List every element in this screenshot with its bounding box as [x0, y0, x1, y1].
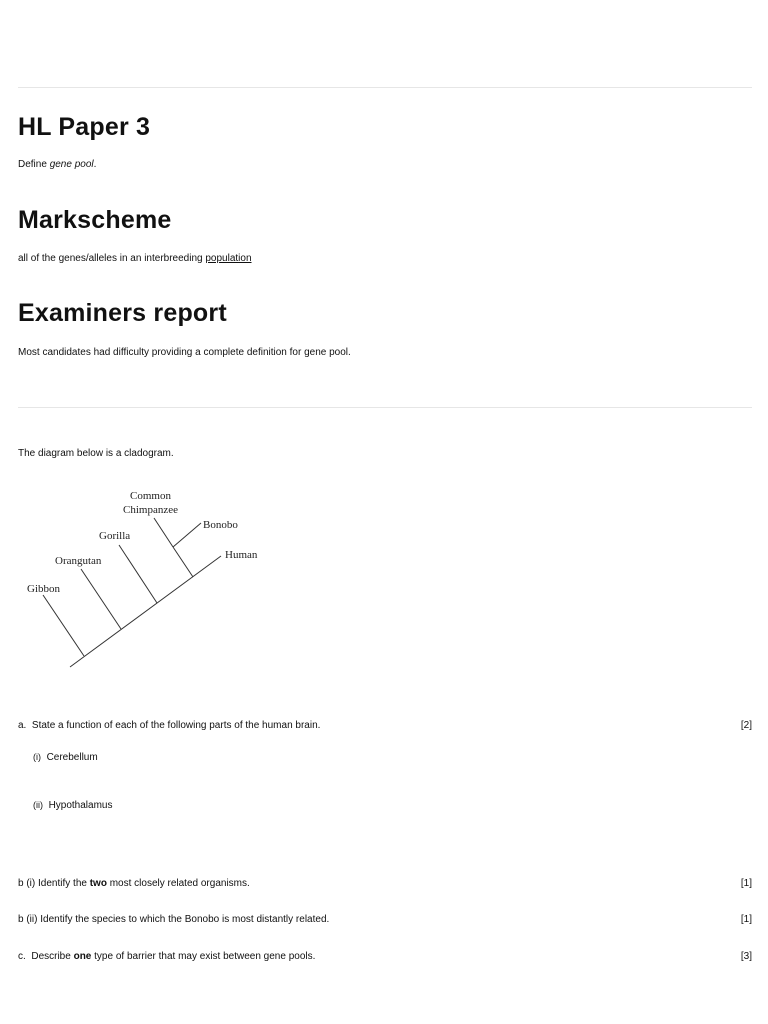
- markscheme-text: [18, 253, 252, 265]
- question-b-ii-text: Identify the species to which the Bonobo is most distantly related.: [40, 914, 330, 925]
- question-b-i-marks: [1]: [740, 878, 752, 889]
- question-b-i-letter: b (i): [18, 878, 36, 889]
- sub-ii-text: Hypothalamus: [48, 800, 113, 811]
- page-title: HL Paper 3: [18, 113, 151, 141]
- label-bonobo: Bonobo: [203, 519, 238, 531]
- branch-bonobo: [173, 523, 201, 547]
- cladogram-main-axis: [70, 556, 221, 667]
- sub-i-label: (i): [33, 752, 41, 762]
- label-common: Common: [130, 490, 171, 502]
- branch-chimp-bonobo-stem: [173, 547, 193, 577]
- question-b-ii: [18, 914, 329, 926]
- question-b-i-text: Identify the: [38, 878, 90, 889]
- question-a-marks: [2]: [740, 720, 752, 731]
- branch-gibbon: [43, 595, 84, 656]
- cladogram-intro: The diagram below is a cladogram.: [18, 448, 174, 459]
- question-c-bold: one: [73, 951, 92, 962]
- branch-gorilla: [119, 545, 157, 603]
- examiners-report-heading: Examiners report: [18, 299, 227, 327]
- label-chimpanzee: Chimpanzee: [123, 504, 178, 516]
- top-divider: [18, 87, 752, 88]
- cladogram-diagram: [18, 484, 278, 674]
- markscheme-underlined-term: population: [205, 253, 252, 264]
- question-a-letter: a.: [18, 720, 27, 731]
- question-c-marks: [3]: [740, 951, 752, 962]
- sub-i-text: Cerebellum: [46, 752, 98, 763]
- question-define-gene-pool: [18, 159, 96, 171]
- question-c-end: type of barrier that may exist between gene pools.: [91, 951, 316, 962]
- markscheme-heading: Markscheme: [18, 206, 172, 234]
- examiners-report-text: Most candidates had difficulty providing a complete definition for gene pool.: [18, 347, 351, 358]
- question-a-sub-i: [33, 751, 98, 764]
- markscheme-body: all of the genes/alleles in an interbreeding: [18, 253, 206, 264]
- label-orangutan: Orangutan: [55, 555, 102, 567]
- sub-ii-label: (ii): [33, 800, 43, 810]
- branch-chimpanzee: [154, 518, 173, 547]
- question-end: .: [93, 159, 97, 170]
- branch-orangutan: [81, 569, 121, 629]
- question-b-i: [18, 878, 250, 890]
- label-gorilla: Gorilla: [99, 530, 131, 542]
- question-c-text: Describe: [31, 951, 74, 962]
- question-a-sub-ii: [33, 799, 112, 812]
- question-b-i-bold: two: [89, 878, 107, 889]
- question-term: gene pool: [49, 159, 94, 170]
- label-human: Human: [225, 549, 258, 561]
- label-gibbon: Gibbon: [27, 583, 60, 595]
- question-c: [18, 951, 315, 963]
- question-c-letter: c.: [18, 951, 26, 962]
- question-b-ii-letter: b (ii): [18, 914, 38, 925]
- section-divider: [18, 407, 752, 408]
- question-a: [18, 720, 320, 732]
- question-text: Define: [18, 159, 50, 170]
- question-b-i-end: most closely related organisms.: [106, 878, 250, 889]
- question-a-text: State a function of each of the following parts of the human brain.: [31, 720, 321, 731]
- question-b-ii-marks: [1]: [740, 914, 752, 925]
